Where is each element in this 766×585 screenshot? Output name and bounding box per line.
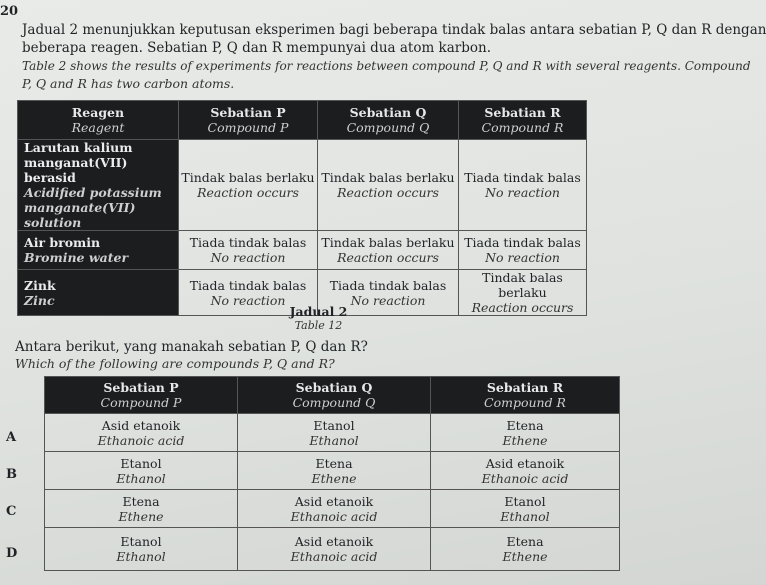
result-cell-r: Tiada tindak balas No reaction bbox=[459, 140, 587, 231]
intro-ms-line-2: beberapa reagen. Sebatian P, Q dan R mempunyai dua atom karbon. bbox=[22, 40, 491, 56]
options-table bbox=[44, 376, 620, 571]
result-cell-q: Tiada tindak balas No reaction bbox=[318, 270, 459, 316]
option-cell-q: Asid etanoik Ethanoic acid bbox=[238, 528, 431, 571]
intro-en-line-2: P, Q and R has two carbon atoms. bbox=[22, 76, 235, 91]
result-cell-p: Tindak balas berlaku Reaction occurs bbox=[179, 140, 318, 231]
header-compound-q: Sebatian Q Compound Q bbox=[318, 101, 459, 140]
option-cell-q: Etanol Ethanol bbox=[238, 414, 431, 452]
result-cell-r: Tindak balas berlaku Reaction occurs bbox=[459, 270, 587, 316]
header-compound-r: Sebatian R Compound R bbox=[459, 101, 587, 140]
result-cell-q: Tindak balas berlaku Reaction occurs bbox=[318, 140, 459, 231]
option-row-c[interactable] bbox=[45, 490, 620, 528]
question-number: 20 bbox=[0, 4, 19, 19]
results-table bbox=[17, 100, 587, 316]
header-compound-p: Sebatian P Compound P bbox=[179, 101, 318, 140]
intro-en-line-1: Table 2 shows the results of experiments for reactions between compound P, Q and R with several reagents. Compound bbox=[22, 59, 751, 73]
header-compound-q: Sebatian Q Compound Q bbox=[238, 377, 431, 414]
option-row-b[interactable] bbox=[45, 452, 620, 490]
option-cell-q: Etena Ethene bbox=[238, 452, 431, 490]
intro-ms-line-1: Jadual 2 menunjukkan keputusan eksperimen bagi beberapa tindak balas antara sebatian P, Q dan R dengan bbox=[22, 22, 766, 38]
option-letter[interactable]: A bbox=[6, 430, 17, 445]
table-caption-en: Table 12 bbox=[294, 319, 343, 332]
table-row bbox=[18, 231, 587, 270]
option-cell-p: Asid etanoik Ethanoic acid bbox=[45, 414, 238, 452]
result-cell-q: Tindak balas berlaku Reaction occurs bbox=[318, 231, 459, 270]
option-cell-p: Etena Ethene bbox=[45, 490, 238, 528]
option-row-a[interactable] bbox=[45, 414, 620, 452]
prompt-en: Which of the following are compounds P, Q and R? bbox=[15, 356, 335, 371]
option-letter[interactable]: C bbox=[6, 504, 17, 519]
option-cell-r: Etena Ethene bbox=[431, 414, 620, 452]
option-letter[interactable]: B bbox=[6, 467, 17, 482]
results-table-header bbox=[18, 101, 587, 140]
reagent-cell: Larutan kalium manganat(VII) berasid Acidified potassium manganate(VII) solution bbox=[18, 140, 179, 231]
prompt-ms: Antara berikut, yang manakah sebatian P, Q dan R? bbox=[15, 339, 368, 355]
header-compound-r: Sebatian R Compound R bbox=[431, 377, 620, 414]
table-row bbox=[18, 140, 587, 231]
header-compound-p: Sebatian P Compound P bbox=[45, 377, 238, 414]
option-letter[interactable]: D bbox=[6, 546, 18, 561]
header-reagent: Reagen Reagent bbox=[18, 101, 179, 140]
option-cell-p: Etanol Ethanol bbox=[45, 528, 238, 571]
option-cell-q: Asid etanoik Ethanoic acid bbox=[238, 490, 431, 528]
options-table-header bbox=[45, 377, 620, 414]
reagent-cell: Zink Zinc bbox=[18, 270, 179, 316]
result-cell-r: Tiada tindak balas No reaction bbox=[459, 231, 587, 270]
table-caption-ms: Jadual 2 bbox=[289, 304, 348, 319]
option-cell-r: Etena Ethene bbox=[431, 528, 620, 571]
option-row-d[interactable] bbox=[45, 528, 620, 571]
option-cell-p: Etanol Ethanol bbox=[45, 452, 238, 490]
result-cell-p: Tiada tindak balas No reaction bbox=[179, 270, 318, 316]
result-cell-p: Tiada tindak balas No reaction bbox=[179, 231, 318, 270]
reagent-cell: Air bromin Bromine water bbox=[18, 231, 179, 270]
option-cell-r: Etanol Ethanol bbox=[431, 490, 620, 528]
option-cell-r: Asid etanoik Ethanoic acid bbox=[431, 452, 620, 490]
